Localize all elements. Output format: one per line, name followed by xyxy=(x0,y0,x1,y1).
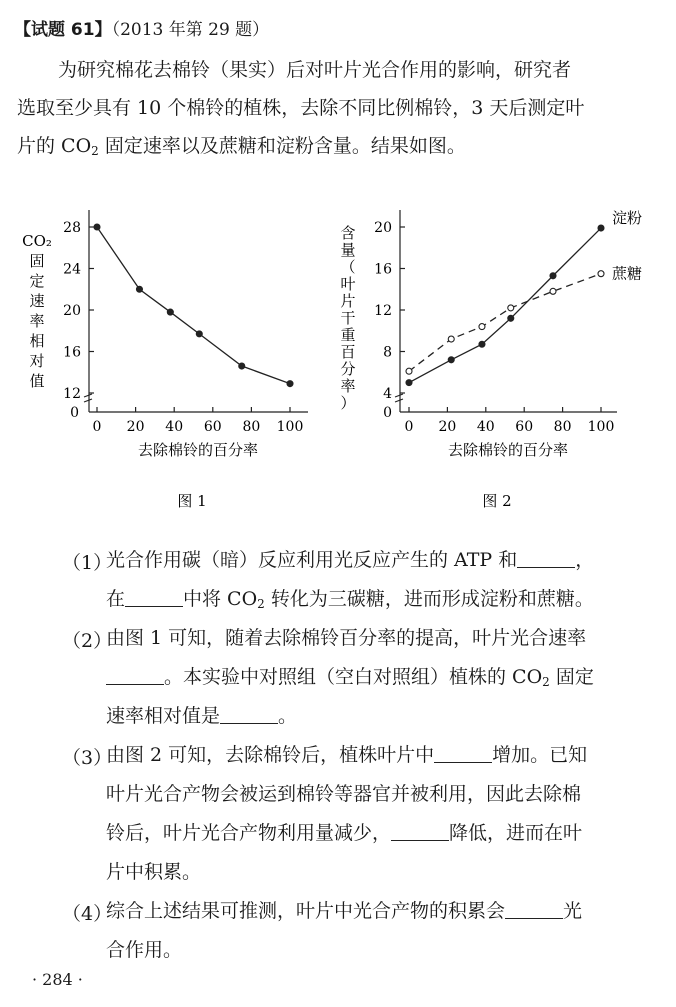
question-tag: 【试题 61】 xyxy=(14,20,112,40)
y-axis-label-char: 相 xyxy=(29,332,45,350)
question-header xyxy=(14,18,269,42)
x-tick-label: 20 xyxy=(126,419,145,435)
y-axis-label-char: （ xyxy=(340,258,356,276)
question-3-line-2: 叶片光合产物会被运到棉铃等器官并被利用，因此去除棉 xyxy=(106,783,582,805)
question-2-number: （2） xyxy=(62,630,113,652)
x-tick-label: 80 xyxy=(553,419,572,435)
question-source: （2013 年第 29 题） xyxy=(111,20,270,40)
figure-2-chart xyxy=(340,209,642,510)
question-2-line-3: 速率相对值是 。 xyxy=(106,705,298,727)
page-number: · 284 · xyxy=(32,970,83,989)
intro-line-2: 选取至少具有 10 个棉铃的植株，去除不同比例棉铃，3 天后测定叶 xyxy=(17,97,585,119)
data-point xyxy=(479,324,485,330)
data-point xyxy=(196,331,202,337)
y-axis-label-char: ） xyxy=(340,394,356,412)
legend-label: 淀粉 xyxy=(612,209,643,228)
figure-caption: 图 1 xyxy=(177,492,207,510)
answer-blank[interactable] xyxy=(505,900,563,919)
data-point xyxy=(406,368,412,374)
y-zero-label: 0 xyxy=(70,405,79,421)
x-tick-label: 60 xyxy=(515,419,534,435)
y-axis-label-char: CO₂ xyxy=(22,232,52,250)
question-4-number: （4） xyxy=(62,903,113,925)
y-tick-label: 8 xyxy=(383,344,392,361)
y-tick-label: 16 xyxy=(374,261,392,278)
answer-blank[interactable] xyxy=(125,588,183,607)
y-axis-label-char: 叶 xyxy=(340,275,356,293)
figure-1-chart xyxy=(22,210,308,510)
y-axis-label-char: 率 xyxy=(340,377,356,395)
x-tick-label: 80 xyxy=(242,419,261,435)
y-axis-label-char: 定 xyxy=(29,272,45,290)
x-tick-label: 60 xyxy=(203,419,222,435)
data-point xyxy=(239,363,245,369)
legend-label: 蔗糖 xyxy=(612,264,643,283)
question-3-number: （3） xyxy=(62,747,113,769)
y-axis-label-char: 对 xyxy=(29,352,45,370)
answer-blank[interactable] xyxy=(391,822,449,841)
y-axis-label-char: 片 xyxy=(340,292,356,310)
data-point xyxy=(508,305,514,311)
y-axis-label-char: 百 xyxy=(340,343,356,361)
x-axis-label: 去除棉铃的百分率 xyxy=(137,441,259,459)
y-tick-label: 20 xyxy=(374,220,392,236)
x-tick-label: 20 xyxy=(438,419,457,435)
question-4-line-2: 合作用。 xyxy=(106,939,183,961)
question-4-line-1: 综合上述结果可推测，叶片中光合产物的积累会 光 xyxy=(106,900,583,922)
data-point xyxy=(479,341,485,347)
data-point xyxy=(598,225,604,231)
x-tick-label: 0 xyxy=(404,419,414,435)
y-tick-label: 16 xyxy=(63,344,81,361)
figure-caption: 图 2 xyxy=(482,492,512,510)
series-line xyxy=(409,228,601,383)
series-line xyxy=(97,227,290,384)
y-tick-label: 20 xyxy=(63,303,81,319)
answer-blank[interactable] xyxy=(434,744,492,763)
y-tick-label: 24 xyxy=(63,261,81,278)
intro-line-3: 片的 $CO_2$ 固定速率以及蔗糖和淀粉含量。结果如图。 xyxy=(17,135,466,158)
answer-blank[interactable] xyxy=(106,666,164,685)
data-point xyxy=(448,357,454,363)
y-tick-label: 12 xyxy=(63,386,81,402)
answer-blank[interactable] xyxy=(220,705,278,724)
question-2-line-1: 由图 1 可知，随着去除棉铃百分率的提高，叶片光合速率 xyxy=(106,627,587,649)
data-point xyxy=(508,315,514,321)
y-tick-label: 4 xyxy=(383,386,392,402)
question-1-line-2: 在 中将 $CO_2$ 转化为三碳糖，进而形成淀粉和蔗糖。 xyxy=(106,588,594,611)
y-tick-label: 12 xyxy=(374,303,392,319)
y-axis-label-char: 固 xyxy=(29,252,45,270)
x-tick-label: 100 xyxy=(276,419,304,435)
answer-blank[interactable] xyxy=(517,549,575,568)
y-axis-label-char: 率 xyxy=(29,312,45,330)
y-axis-label-char: 分 xyxy=(340,360,356,378)
y-tick-label: 28 xyxy=(63,220,81,236)
data-point xyxy=(94,224,100,230)
series-line xyxy=(409,274,601,372)
axis-break xyxy=(84,394,92,402)
data-point xyxy=(448,336,454,342)
y-axis-label-char: 量 xyxy=(340,241,356,259)
data-point xyxy=(406,380,412,386)
y-axis-label-char: 含 xyxy=(340,224,356,242)
data-point xyxy=(167,309,173,315)
data-point xyxy=(136,286,142,292)
data-point xyxy=(550,273,556,279)
x-tick-label: 100 xyxy=(587,419,615,435)
x-tick-label: 0 xyxy=(92,419,102,435)
question-2-line-2: 。本实验中对照组（空白对照组）植株的 $CO_2$ 固定 xyxy=(106,665,594,689)
question-3-line-4: 片中积累。 xyxy=(106,861,202,883)
data-point xyxy=(550,288,556,294)
x-axis-label: 去除棉铃的百分率 xyxy=(447,441,569,459)
y-zero-label: 0 xyxy=(383,405,392,421)
x-tick-label: 40 xyxy=(476,419,495,435)
data-point xyxy=(598,271,604,277)
y-axis-label-char: 速 xyxy=(29,292,45,310)
y-axis-label-char: 重 xyxy=(340,326,356,344)
y-axis-label-char: 干 xyxy=(340,309,356,327)
axis-break xyxy=(395,394,403,402)
question-1-line-1: 光合作用碳（暗）反应利用光反应产生的 ATP 和 ， xyxy=(106,549,595,571)
question-1-number: （1） xyxy=(62,552,113,574)
y-axis-label-char: 值 xyxy=(29,372,45,390)
x-tick-label: 40 xyxy=(165,419,184,435)
data-point xyxy=(287,381,293,387)
intro-line-1: 为研究棉花去棉铃（果实）后对叶片光合作用的影响，研究者 xyxy=(58,59,572,81)
figures xyxy=(0,190,676,520)
question-3-line-3: 铃后，叶片光合产物利用量减少， 降低，进而在叶 xyxy=(106,822,583,844)
question-3-line-1: 由图 2 可知，去除棉铃后，植株叶片中 增加。已知 xyxy=(106,744,588,766)
